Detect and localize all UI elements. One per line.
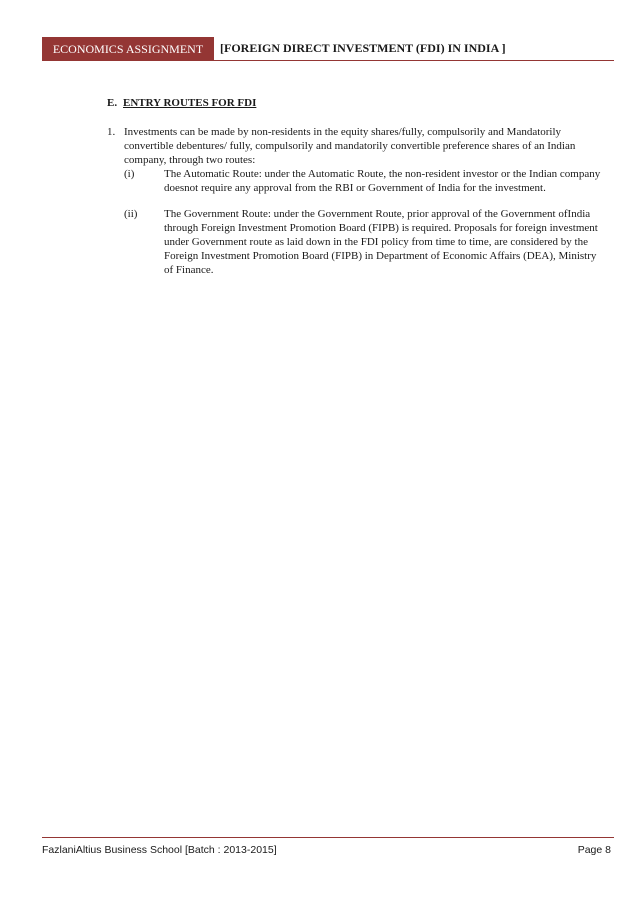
sub-list-item xyxy=(124,207,604,277)
list-item-text: Investments can be made by non-residents in the equity shares/fully, compulsorily and Mandatorily convertible debentures/ fully, compulsorily and mandatorily convertible preference shares of an Indian company, through two routes: xyxy=(124,126,576,166)
sub-item-text: The Government Route: under the Government Route, prior approval of the Government ofIndia through Foreign Investment Promotion Board (FIPB) is required. Proposals for foreign investment under Government route as laid down in the FDI policy from time to time, are considered by the Foreign Investment Promotion Board (FIPB) in Department of Economic Affairs (DEA), Ministry of Finance. xyxy=(164,208,598,276)
list-item xyxy=(107,125,607,277)
header-title: [FOREIGN DIRECT INVESTMENT (FDI) IN INDIA ] xyxy=(220,41,506,55)
section-heading-text: ENTRY ROUTES FOR FDI xyxy=(123,97,257,109)
header-divider xyxy=(214,60,614,61)
section-letter: E. xyxy=(107,97,118,109)
sub-item-number: (ii) xyxy=(124,208,138,220)
sub-item-text: The Automatic Route: under the Automatic Route, the non-resident investor or the Indian company doesnot require any approval from the RBI or Government of India for the investment. xyxy=(164,168,601,194)
sub-item-number: (i) xyxy=(124,168,135,180)
sub-list-item xyxy=(124,167,604,195)
list-item-number: 1. xyxy=(107,126,116,138)
footer-school: FazlaniAltius Business School [Batch : 2013-2015] xyxy=(42,844,277,856)
footer-divider xyxy=(42,837,614,838)
section-heading xyxy=(107,96,607,110)
header-tab-label: ECONOMICS ASSIGNMENT xyxy=(42,37,214,61)
page-content xyxy=(107,96,607,277)
page-header xyxy=(42,37,614,61)
list-item-body xyxy=(124,125,604,277)
footer-page-number: Page 8 xyxy=(577,844,611,856)
